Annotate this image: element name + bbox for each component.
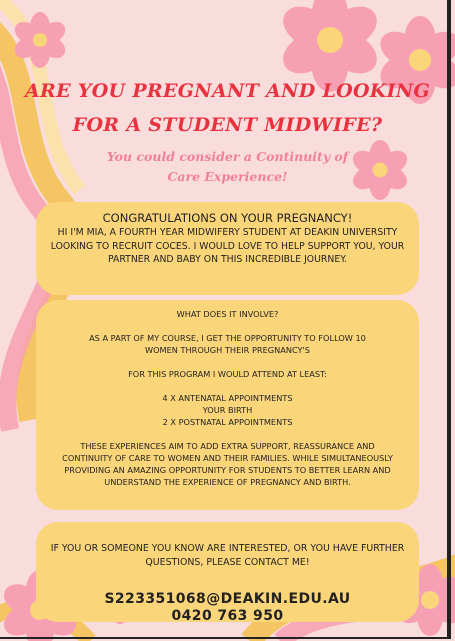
contact-email[interactable]: S223351068@DEAKIN.EDU.AU: [104, 591, 351, 607]
details-paragraph-3: THESE EXPERIENCES AIM TO ADD EXTRA SUPPORT, REASSURANCE AND CONTINUITY OF CARE TO WOMEN AND THEIR FAMILIES. WHILE SIMULTANEOUSLY PROVIDING AN AMAZING OPPORTUNITY FOR STUDENTS TO BETTER LEARN AND UNDERSTAND THE EXPERIENCE OF PREGNANCY AND BIRTH.: [62, 441, 393, 487]
details-item: 4 X ANTENATAL APPOINTMENTS: [162, 393, 293, 403]
title-line-2: FOR A STUDENT MIDWIFE?: [72, 114, 383, 136]
intro-heading: CONGRATULATIONS ON YOUR PREGNANCY!: [102, 211, 353, 225]
details-paragraph-2: FOR THIS PROGRAM I WOULD ATTEND AT LEAST:: [128, 369, 327, 379]
details-item: YOUR BIRTH: [202, 405, 253, 415]
details-paragraph-1: AS A PART OF MY COURSE, I GET THE OPPORTUNITY TO FOLLOW 10 WOMEN THROUGH THEIR PREGNANCY'S: [89, 333, 366, 355]
details-card: [36, 300, 419, 510]
intro-card: [36, 202, 419, 295]
title-line-1: ARE YOU PREGNANT AND LOOKING: [25, 80, 430, 102]
contact-note: IF YOU OR SOMEONE YOU KNOW ARE INTERESTED, OR YOU HAVE FURTHER QUESTIONS, PLEASE CONTACT ME!: [50, 543, 405, 568]
contact-phone[interactable]: 0420 763 950: [171, 608, 284, 624]
subtitle-line-2: Care Experience!: [167, 169, 288, 184]
intro-body: HI I'M MIA, A FOURTH YEAR MIDWIFERY STUDENT AT DEAKIN UNIVERSITY LOOKING TO RECRUIT COCES. I WOULD LOVE TO HELP SUPPORT YOU, YOUR PARTNER AND BABY ON THIS INCREDIBLE JOURNEY.: [50, 227, 405, 265]
details-question: WHAT DOES IT INVOLVE?: [176, 309, 279, 319]
details-item: 2 X POSTNATAL APPOINTMENTS: [162, 417, 293, 427]
subtitle-line-1: You could consider a Continuity of: [106, 149, 349, 164]
contact-card: [36, 522, 419, 622]
